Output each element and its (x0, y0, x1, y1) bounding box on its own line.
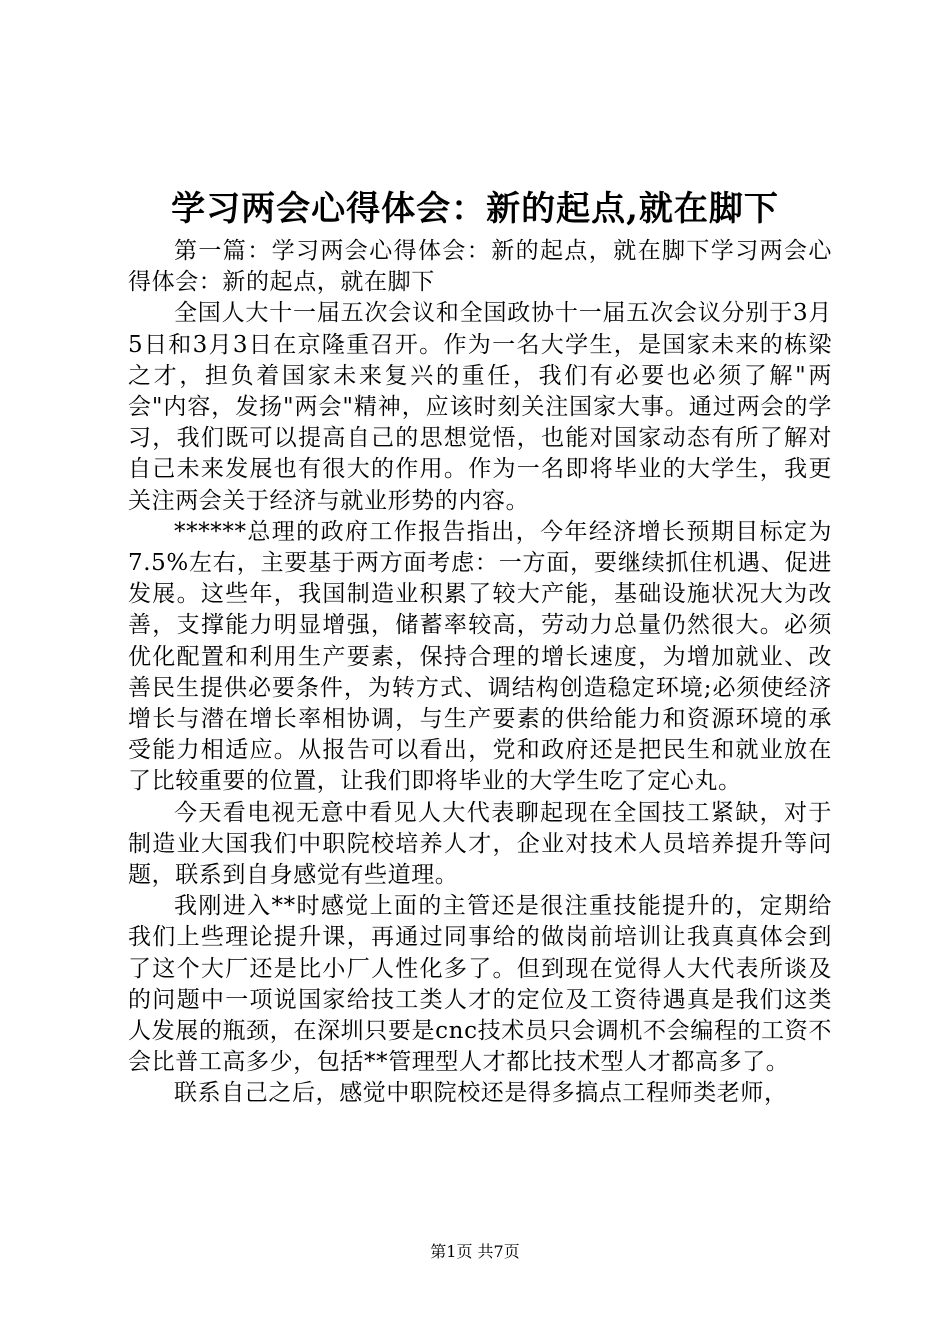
paragraph-1: 第一篇：学习两会心得体会：新的起点，就在脚下学习两会心得体会：新的起点，就在脚下 (128, 238, 832, 296)
paragraph-5: 我刚进入**时感觉上面的主管还是很注重技能提升的，定期给我们上些理论提升课，再通过同事给的做岗前培训让我真真体会到了这个大厂还是比小厂人性化多了。但到现在觉得人大代表所谈及的问题中一项说国家给技工类人才的定位及工资待遇真是我们这类人发展的瓶颈，在深圳只要是cnc技术员只会调机不会编程的工资不会比普工高多少，包括**管理型人才都比技术型人才都高多了。 (128, 893, 832, 1076)
document-body (128, 236, 832, 1110)
paragraph-4: 今天看电视无意中看见人大代表聊起现在全国技工紧缺，对于制造业大国我们中职院校培养人才，企业对技术人员培养提升等问题，联系到自身感觉有些道理。 (128, 799, 832, 889)
paragraph-3: ******总理的政府工作报告指出，今年经济增长预期目标定为7.5%左右，主要基于两方面考虑：一方面，要继续抓住机遇、促进发展。这些年，我国制造业积累了较大产能，基础设施状况大为改善，支撑能力明显增强，储蓄率较高，劳动力总量仍然很大。必须优化配置和利用生产要素，保持合理的增长速度，为增加就业、改善民生提供必要条件，为转方式、调结构创造稳定环境;必须使经济增长与潜在增长率相协调，与生产要素的供给能力和资源环境的承受能力相适应。从报告可以看出，党和政府还是把民生和就业放在了比较重要的位置，让我们即将毕业的大学生吃了定心丸。 (128, 518, 832, 795)
document-title: 学习两会心得体会：新的起点,就在脚下 (171, 189, 779, 229)
paragraph-2: 全国人大十一届五次会议和全国政协十一届五次会议分别于3月5日和3月3日在京隆重召开。作为一名大学生，是国家未来的栋梁之才，担负着国家未来复兴的重任，我们有必要也必须了解"两会"内容，发扬"两会"精神，应该时刻关注国家大事。通过两会的学习，我们既可以提高自己的思想觉悟，也能对国家动态有所了解对自己未来发展也有很大的作用。作为一名即将毕业的大学生，我更关注两会关于经济与就业形势的内容。 (128, 300, 832, 514)
paragraph-6: 联系自己之后，感觉中职院校还是得多搞点工程师类老师， (174, 1080, 788, 1107)
page-footer: 第1页 共7页 (430, 1242, 520, 1261)
